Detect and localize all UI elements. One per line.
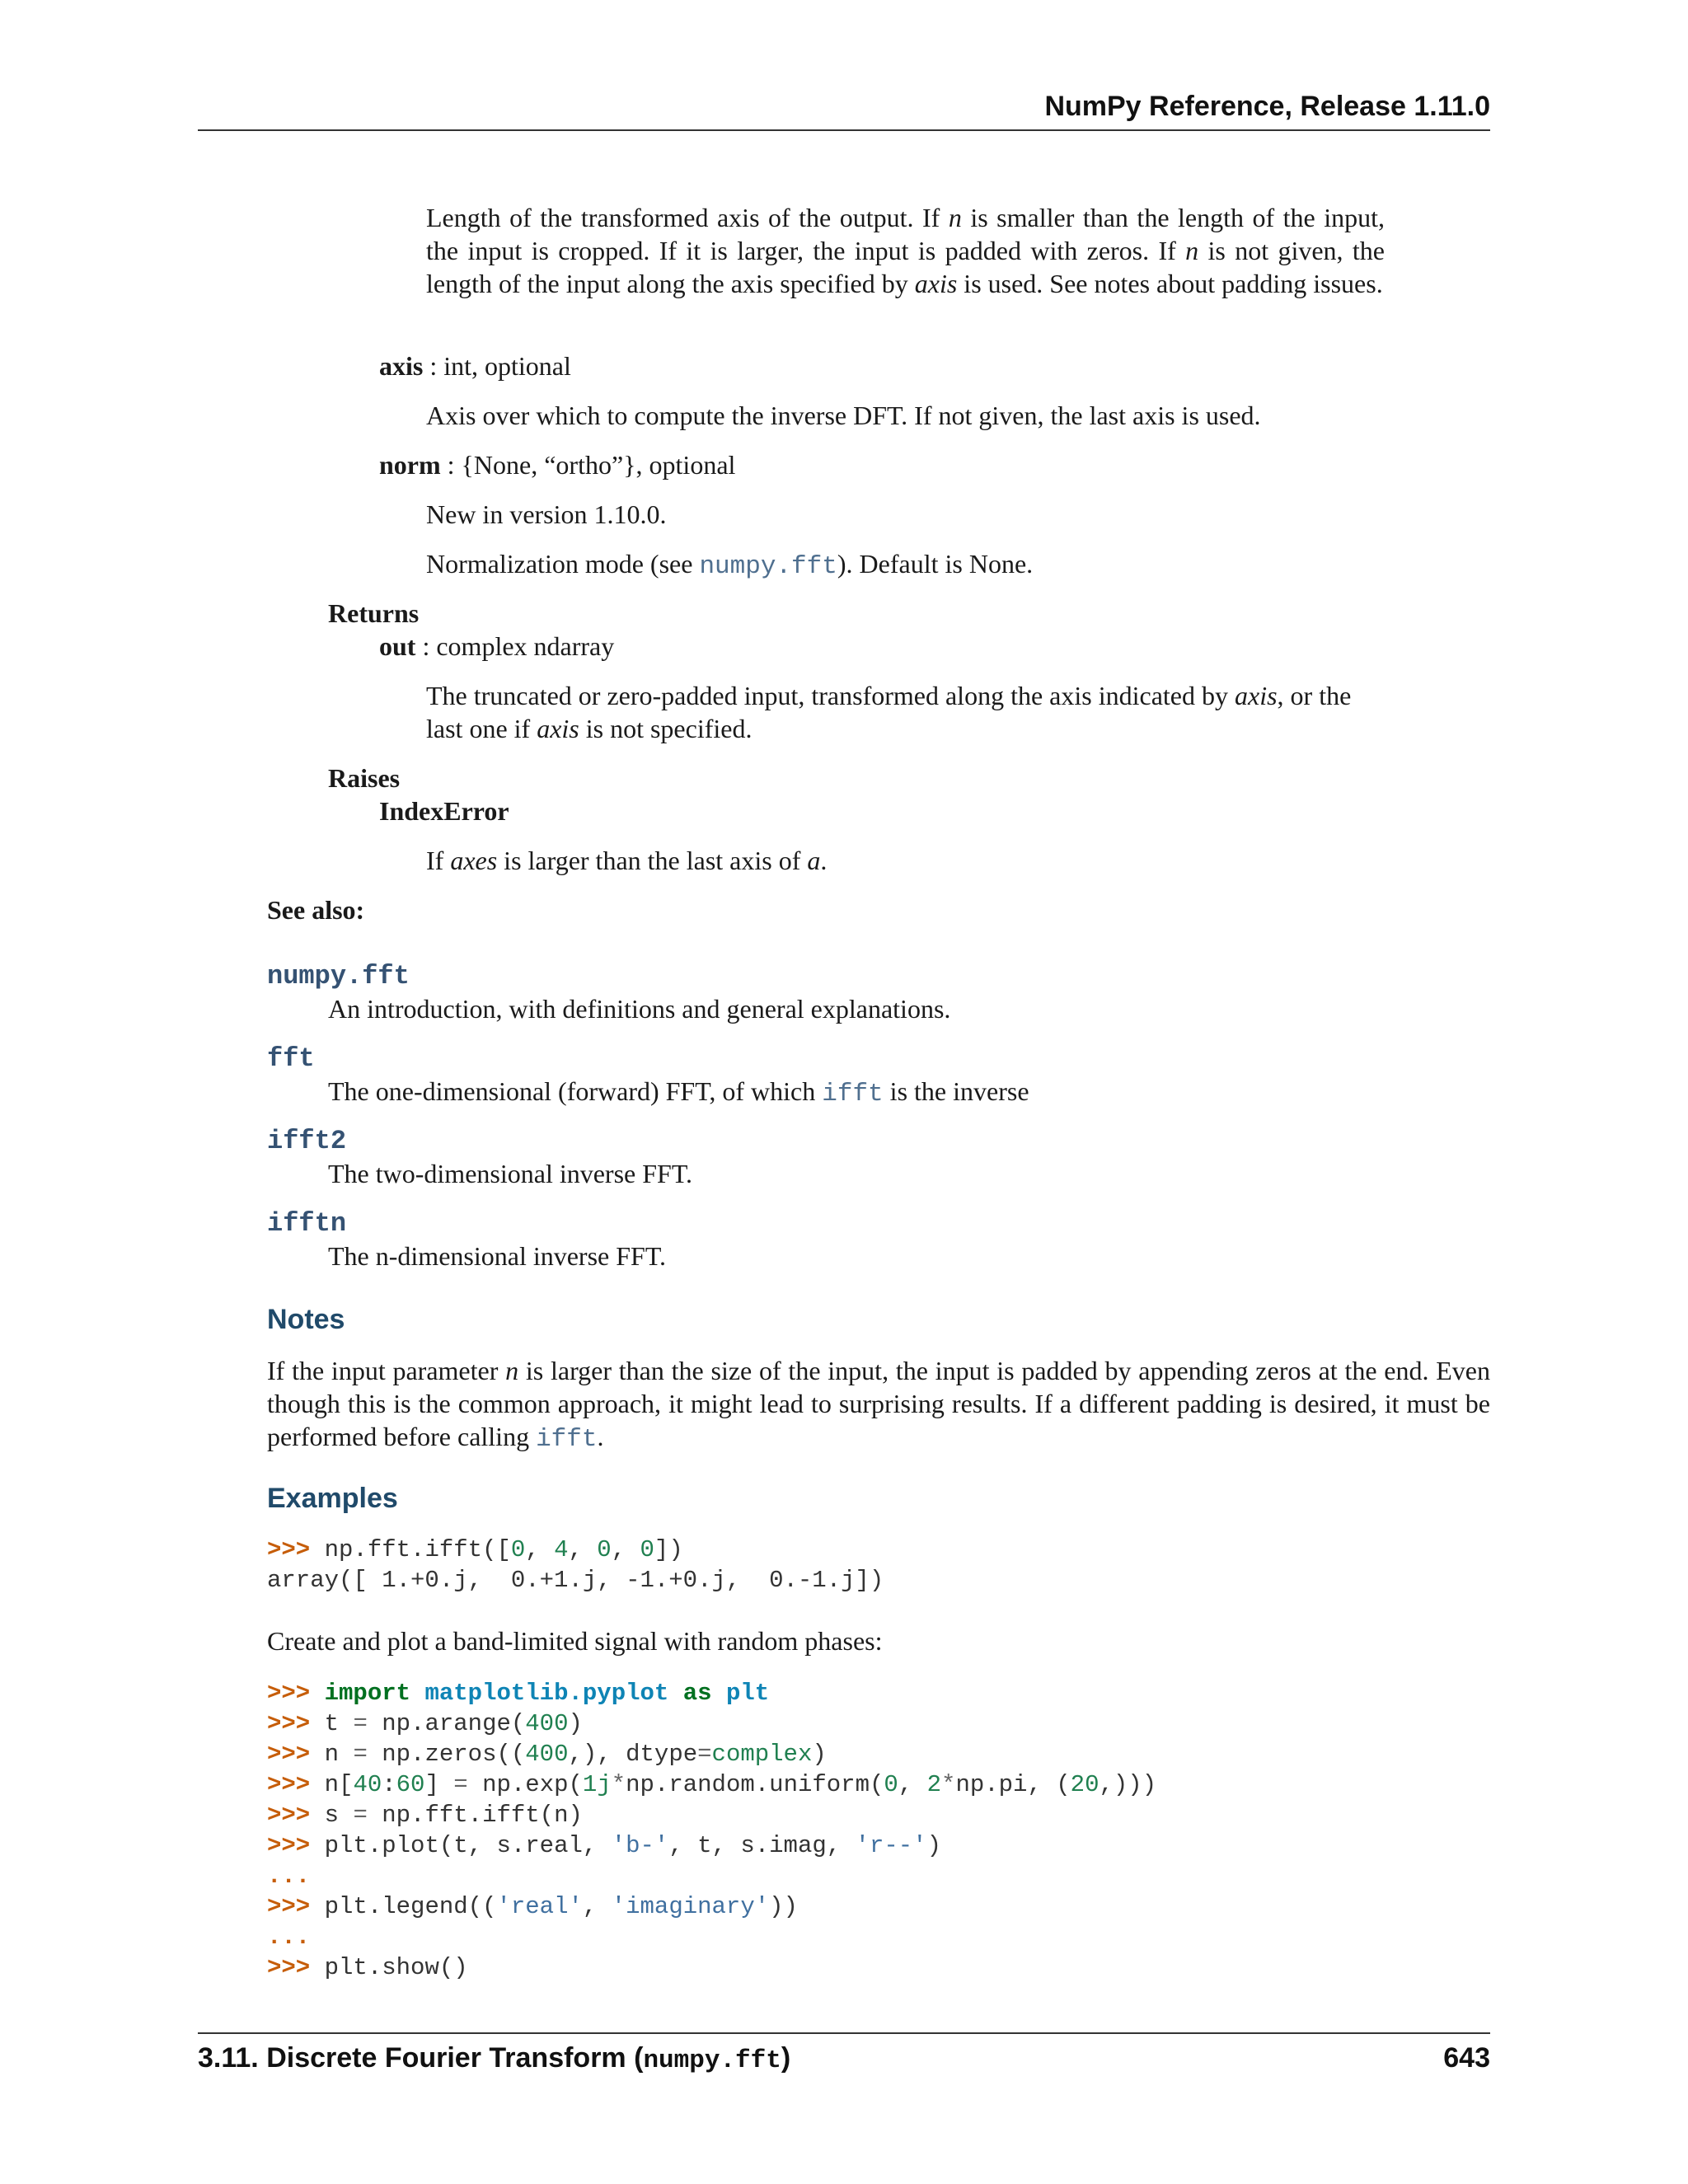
param-n-description: Length of the transformed axis of the output. If n is smaller than the length of the input, the input is cropped. If it is larger, the input is padded with zeros. If n is not given, the length of the input along the axis specified by axis is used. See notes about padding issues. (426, 203, 1386, 298)
page-number: 643 (1443, 2042, 1490, 2074)
param-norm-description: Normalization mode (see numpy.fft). Default is None. (426, 549, 1034, 581)
param-axis-description: Axis over which to compute the inverse DFT. If not given, the last axis is used. (426, 401, 1261, 430)
see-also-label: See also: (267, 895, 365, 925)
examples-heading: Examples (267, 1483, 398, 1514)
see-also-ifftn-desc: The n-dimensional inverse FFT. (328, 1241, 666, 1271)
raises-indexerror: IndexError (379, 796, 509, 826)
raises-description: If axes is larger than the last axis of a. (426, 846, 828, 875)
see-also-numpy-fft[interactable]: numpy.fft (267, 961, 410, 991)
param-axis: axis : int, optional (379, 351, 571, 381)
notes-ifft-link[interactable]: ifft (536, 1425, 598, 1454)
running-header: NumPy Reference, Release 1.11.0 (1044, 91, 1490, 122)
see-also-ifft2[interactable]: ifft2 (267, 1126, 347, 1156)
see-also-ifftn[interactable]: ifftn (267, 1208, 347, 1239)
notes-text: If the input parameter n is larger than the size of the input, the input is padded by appending zeros at the end. Even though this is the common approach, it might lead to surprising results. If a different padding is desired, it must be performed before calling ifft. (267, 1356, 1491, 1454)
see-also-fft-desc: The one-dimensional (forward) FFT, of which ifft is the inverse (328, 1076, 1029, 1108)
returns-label: Returns (328, 598, 420, 628)
raises-label: Raises (328, 763, 401, 793)
numpy-fft-link[interactable]: numpy.fft (699, 552, 837, 581)
examples-intro: Create and plot a band-limited signal with random phases: (267, 1626, 883, 1656)
returns-out: out : complex ndarray (379, 631, 615, 661)
footer-rule (198, 2032, 1490, 2034)
code-block-1: >>> np.fft.ifft([0, 4, 0, 0]) array([ 1.+0.j, 0.+1.j, -1.+0.j, 0.-1.j]) (267, 1536, 884, 1594)
see-also-ifft2-desc: The two-dimensional inverse FFT. (328, 1159, 692, 1188)
see-also-numpy-fft-desc: An introduction, with definitions and general explanations. (328, 994, 951, 1024)
see-also-fft[interactable]: fft (267, 1043, 315, 1074)
param-norm-version: New in version 1.10.0. (426, 499, 667, 529)
ifft-link[interactable]: ifft (822, 1080, 884, 1108)
notes-heading: Notes (267, 1304, 345, 1335)
returns-description: The truncated or zero-padded input, transformed along the axis indicated by axis, or the last one if axis is not specified. (426, 681, 1352, 743)
running-footer: 3.11. Discrete Fourier Transform (numpy.fft) 643 (198, 2042, 1490, 2075)
param-norm: norm : {None, “ortho”}, optional (379, 450, 736, 480)
header-rule (198, 129, 1490, 131)
code-block-2: >>> import matplotlib.pyplot as plt >>> t = np.arange(400) >>> n = np.zeros((400,), dtype=complex) >>> n[40:60] = np.exp(1j*np.random.uniform(0, 2*np.pi, (20,))) >>> s = np.fft.ifft(n) >>> plt.plot(t, s.real, 'b-', t, s.imag, 'r--') ... >>> plt.legend(('real', 'imaginary')) ... >>> plt.show() (267, 1680, 1157, 1981)
